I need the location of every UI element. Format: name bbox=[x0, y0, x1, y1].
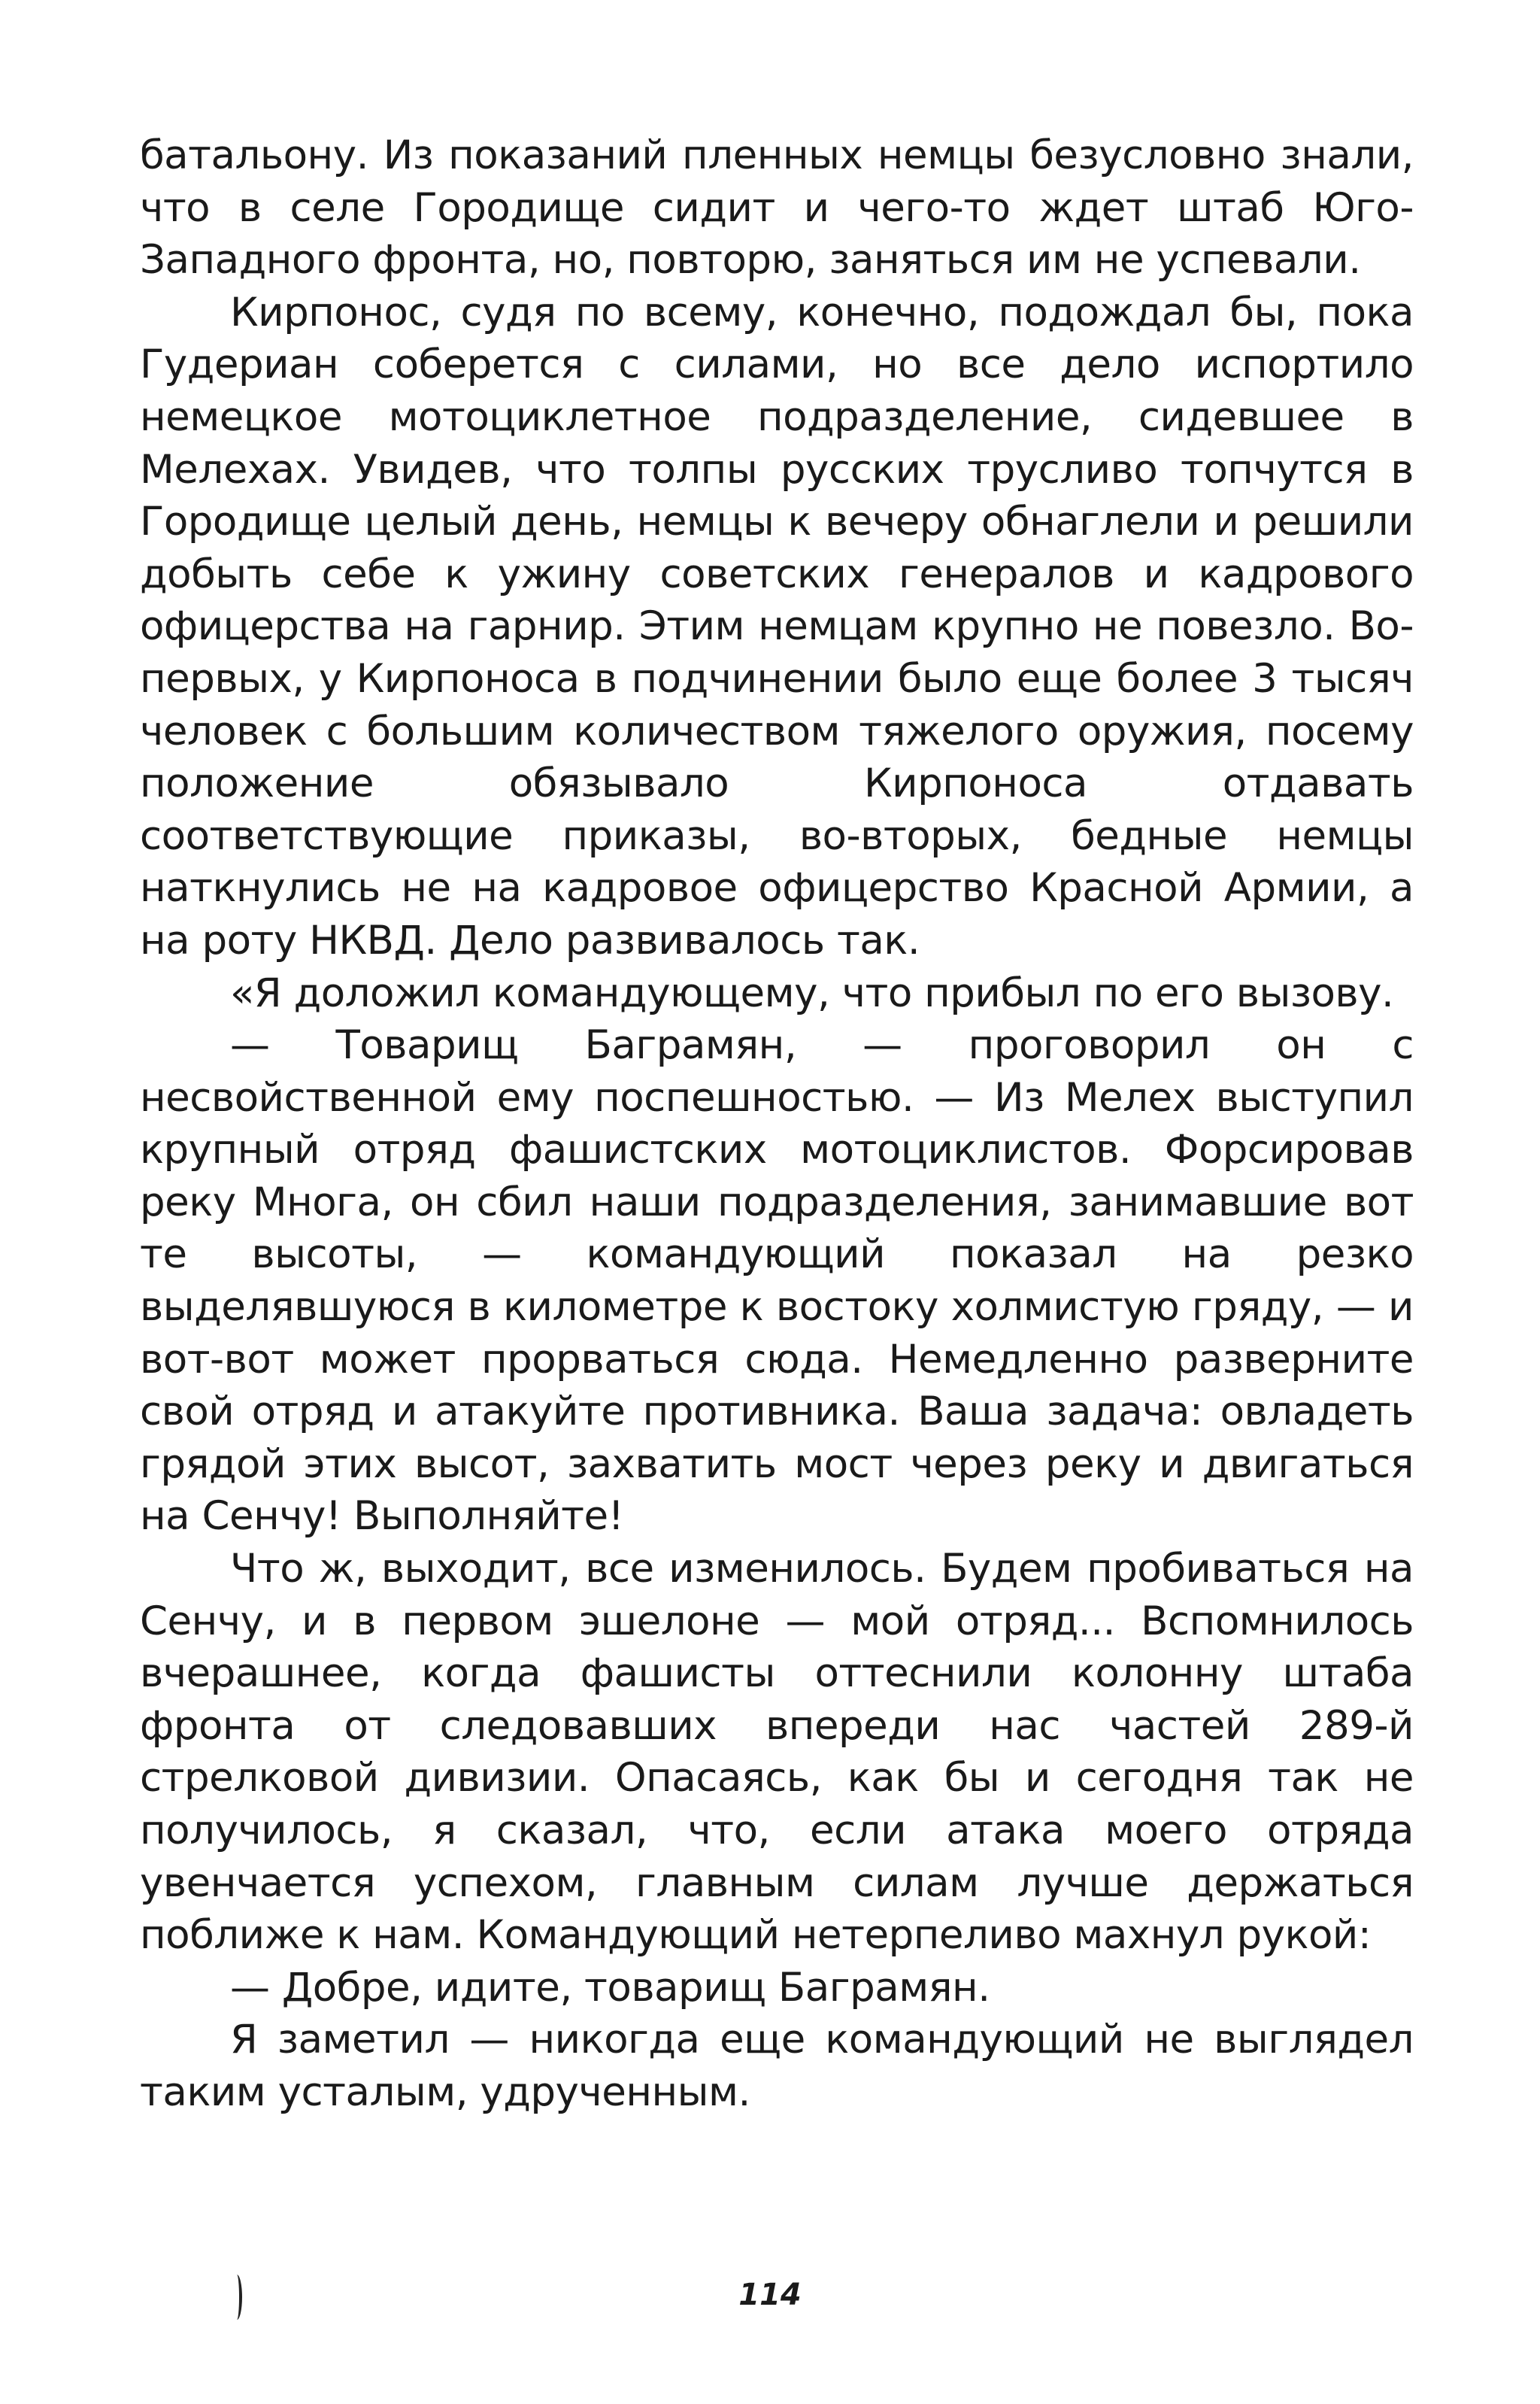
paragraph-6: — Добре, идите, товарищ Баграмян. bbox=[230, 1964, 990, 2011]
paragraph-2: Кирпонос, судя по всему, конечно, подождал бы, пока Гудериан соберется с силами, но все дело испортило немецкое мотоциклетное подразделение, сидевшее в Мелехах. Увидев, что толпы русских трусливо топчутся в Городище целый день, немцы к вечеру обнаглели и решили добыть себе к ужину советских генералов и кадрового офицерства на гарнир. Этим немцам крупно не повезло. Во-первых, у Кирпоноса в подчинении было еще более 3 тысяч человек с большим количеством тяжелого оружия, посему положение обязывало Кирпоноса отдавать соответствующие приказы, во-вторых, бедные немцы наткнулись не на кадровое офицерство Красной Армии, а на роту НКВД. Дело развивалось так. bbox=[140, 289, 1414, 964]
paragraph-5: Что ж, выходит, все изменилось. Будем пробиваться на Сенчу, и в первом эшелоне — мой отряд... Вспомнилось вчерашнее, когда фашисты оттеснили колонну штаба фронта от следовавших впереди нас частей 289-й стрелковой дивизии. Опасаясь, как бы и сегодня так не получилось, я сказал, что, если атака моего отряда увенчается успехом, главным силам лучше держаться поближе к нам. Командующий нетерпеливо махнул рукой: bbox=[140, 1546, 1414, 1959]
body-text bbox=[140, 129, 1414, 2119]
paragraph-3: «Я доложил командующему, что прибыл по его вызову. bbox=[230, 970, 1394, 1016]
page-number: 114 bbox=[738, 2278, 802, 2312]
paragraph-7: Я заметил — никогда еще командующий не выглядел таким усталым, удрученным. bbox=[140, 2017, 1414, 2115]
paragraph-4: — Товарищ Баграмян, — проговорил он с несвойственной ему поспешностью. — Из Мелех выступил крупный отряд фашистских мотоциклистов. Форсировав реку Многа, он сбил наши подразделения, занимавшие вот те высоты, — командующий показал на резко выделявшуюся в километре к востоку холмистую гряду, — и вот-вот может прорваться сюда. Немедленно разверните свой отряд и атакуйте противника. Ваша задача: овладеть грядой этих высот, захватить мост через реку и двигаться на Сенчу! Выполняйте! bbox=[140, 1022, 1414, 1540]
paragraph-1: батальону. Из показаний пленных немцы безусловно знали, что в селе Городище сидит и чего-то ждет штаб Юго-Западного фронта, но, повторю, заняться им не успевали. bbox=[140, 132, 1414, 284]
